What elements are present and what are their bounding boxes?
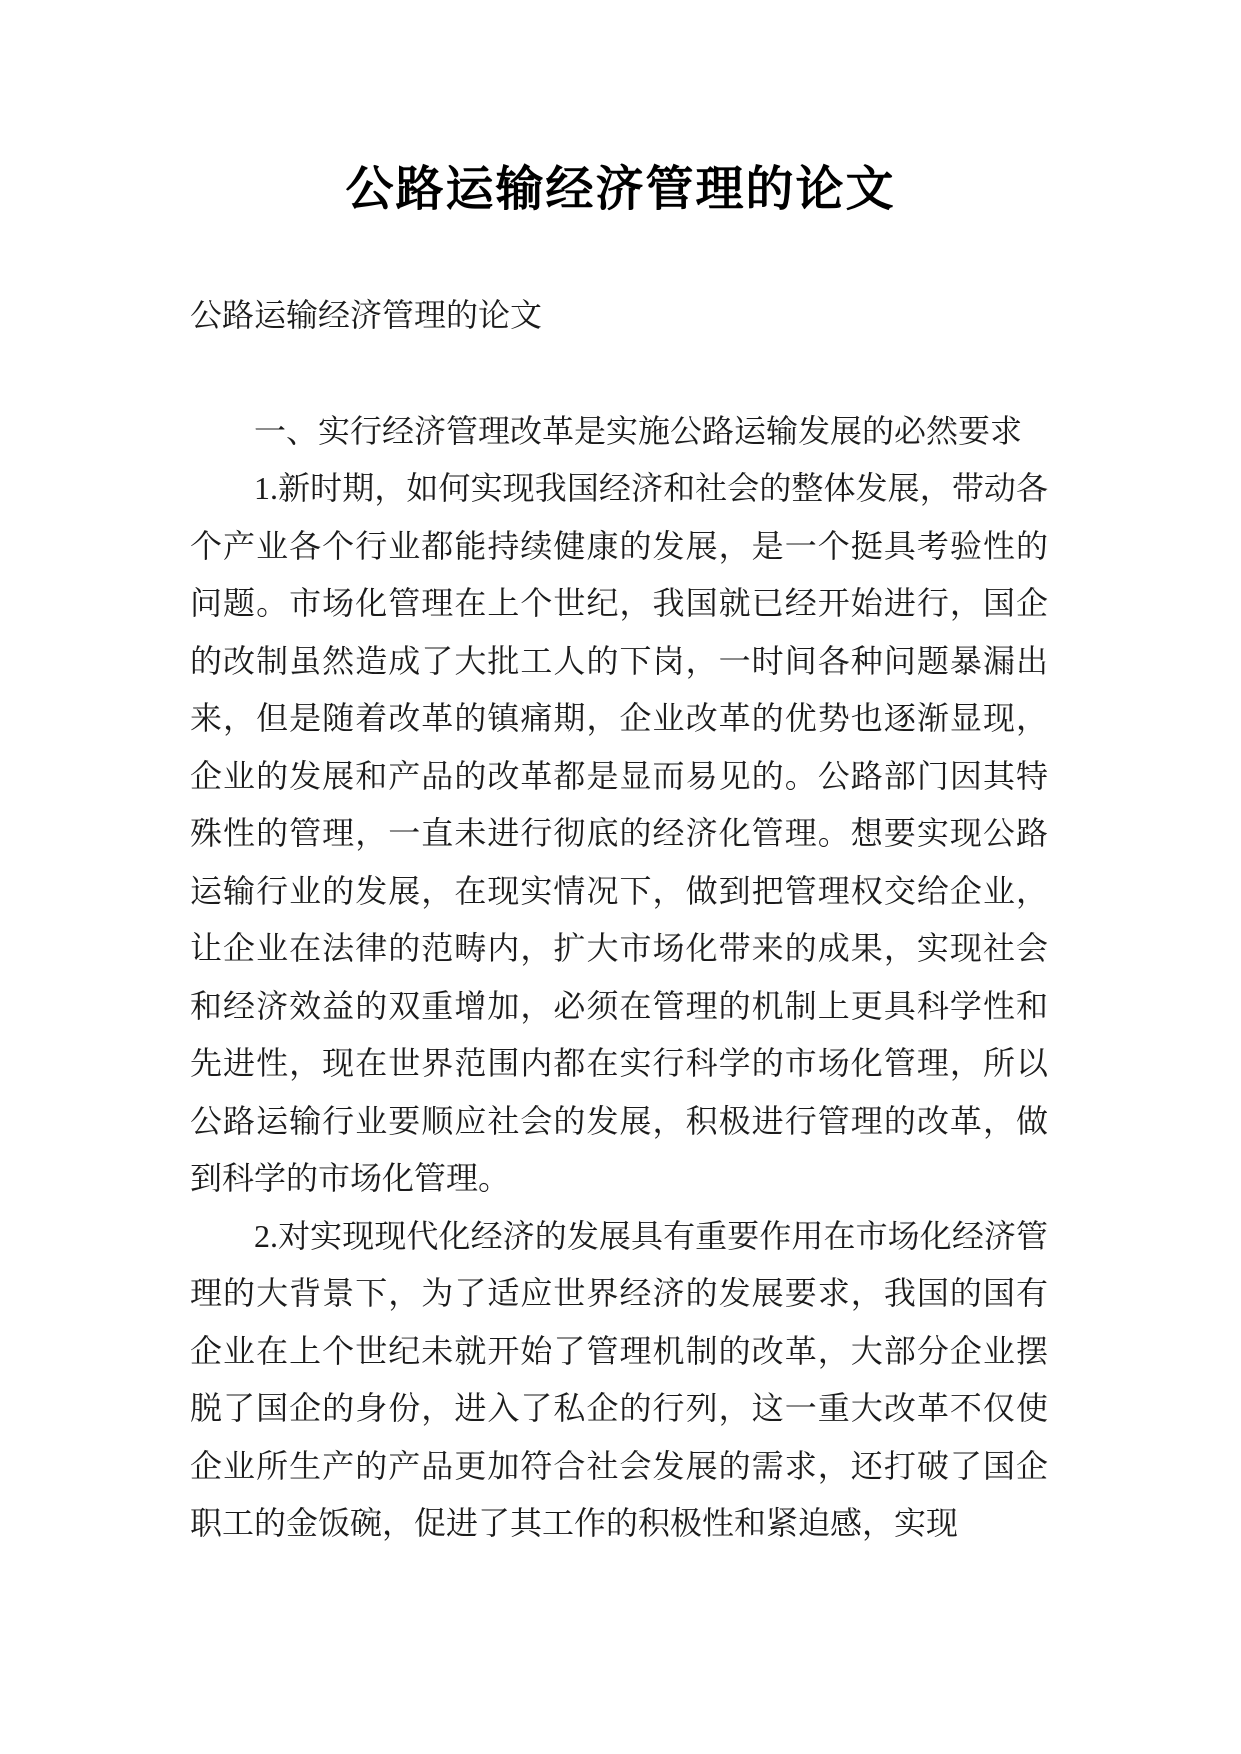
page-title: 公路运输经济管理的论文 [345,163,896,216]
paragraph-2: 2.对实现现代化经济的发展具有重要作用在市场化经济管理的大背景下，为了适应世界经济的发展要求，我国的国有企业在上个世纪未就开始了管理机制的改革，大部分企业摆脱了国企的身份，进入了私企的行列，这一重大改革不仅使企业所生产的产品更加符合社会发展的需求，还打破了国企职工的金饭碗，促进了其工作的积极性和紧迫感，实现 [190,1217,1048,1541]
paragraph-1: 1.新时期，如何实现我国经济和社会的整体发展，带动各个产业各个行业都能持续健康的发展，是一个挺具考验性的问题。市场化管理在上个世纪，我国就已经开始进行，国企的改制虽然造成了大批工人的下岗，一时间各种问题暴漏出来，但是随着改革的镇痛期，企业改革的优势也逐渐显现，企业的发展和产品的改革都是显而易见的。公路部门因其特殊性的管理，一直未进行彻底的经济化管理。想要实现公路运输行业的发展，在现实情况下，做到把管理权交给企业，让企业在法律的范畴内，扩大市场化带来的成果，实现社会和经济效益的双重增加，必须在管理的机制上更具科学性和先进性，现在世界范围内都在实行科学的市场化管理，所以公路运输行业要顺应社会的发展，积极进行管理的改革，做到科学的市场化管理。 [190,470,1048,1196]
document-subtitle: 公路运输经济管理的论文 [190,297,543,333]
section-heading: 一、实行经济管理改革是实施公路运输发展的必然要求 [254,412,1023,449]
document-body [190,287,1048,1553]
